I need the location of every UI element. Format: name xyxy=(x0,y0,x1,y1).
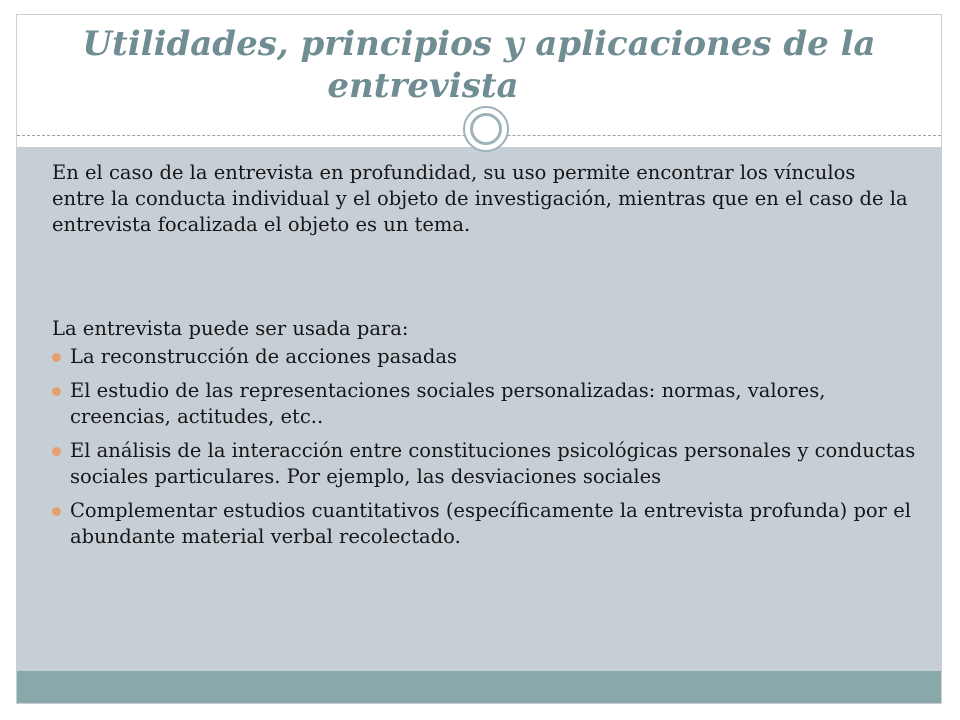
list-item xyxy=(52,378,924,430)
slide-title-line-2: entrevista xyxy=(327,66,519,106)
footer-bar xyxy=(17,671,941,703)
paragraph-intro: En el caso de la entrevista en profundidad, su uso permite encontrar los vínculos entre la conducta individual y el objeto de investigación, mientras que en el caso de la entrevista focalizada el objeto es un tema. xyxy=(52,161,908,236)
list-item-text: El análisis de la interacción entre constituciones psicológicas personales y conductas sociales particulares. Por ejemplo, las desviaciones sociales xyxy=(70,439,916,488)
bullet-dot-icon xyxy=(52,353,61,362)
list-item xyxy=(52,344,924,370)
bullet-dot-icon xyxy=(52,507,61,516)
list-item xyxy=(52,438,924,490)
circle-ornament-icon xyxy=(463,106,509,152)
list-item xyxy=(52,498,924,550)
slide-title-line-1: Utilidades, principios y aplicaciones de la xyxy=(82,24,876,64)
bullet-dot-icon xyxy=(52,387,61,396)
list-item-text: Complementar estudios cuantitativos (específicamente la entrevista profunda) por el abundante material verbal recolectado. xyxy=(70,499,911,548)
paragraph-uses-heading: La entrevista puede ser usada para: xyxy=(52,317,409,340)
uses-list xyxy=(52,344,924,558)
list-item-text: El estudio de las representaciones sociales personalizadas: normas, valores, creencias, actitudes, etc.. xyxy=(70,379,826,428)
circle-ornament-inner xyxy=(470,113,502,145)
slide-title xyxy=(17,15,941,107)
list-item-text: La reconstrucción de acciones pasadas xyxy=(70,345,457,368)
bullet-dot-icon xyxy=(52,447,61,456)
